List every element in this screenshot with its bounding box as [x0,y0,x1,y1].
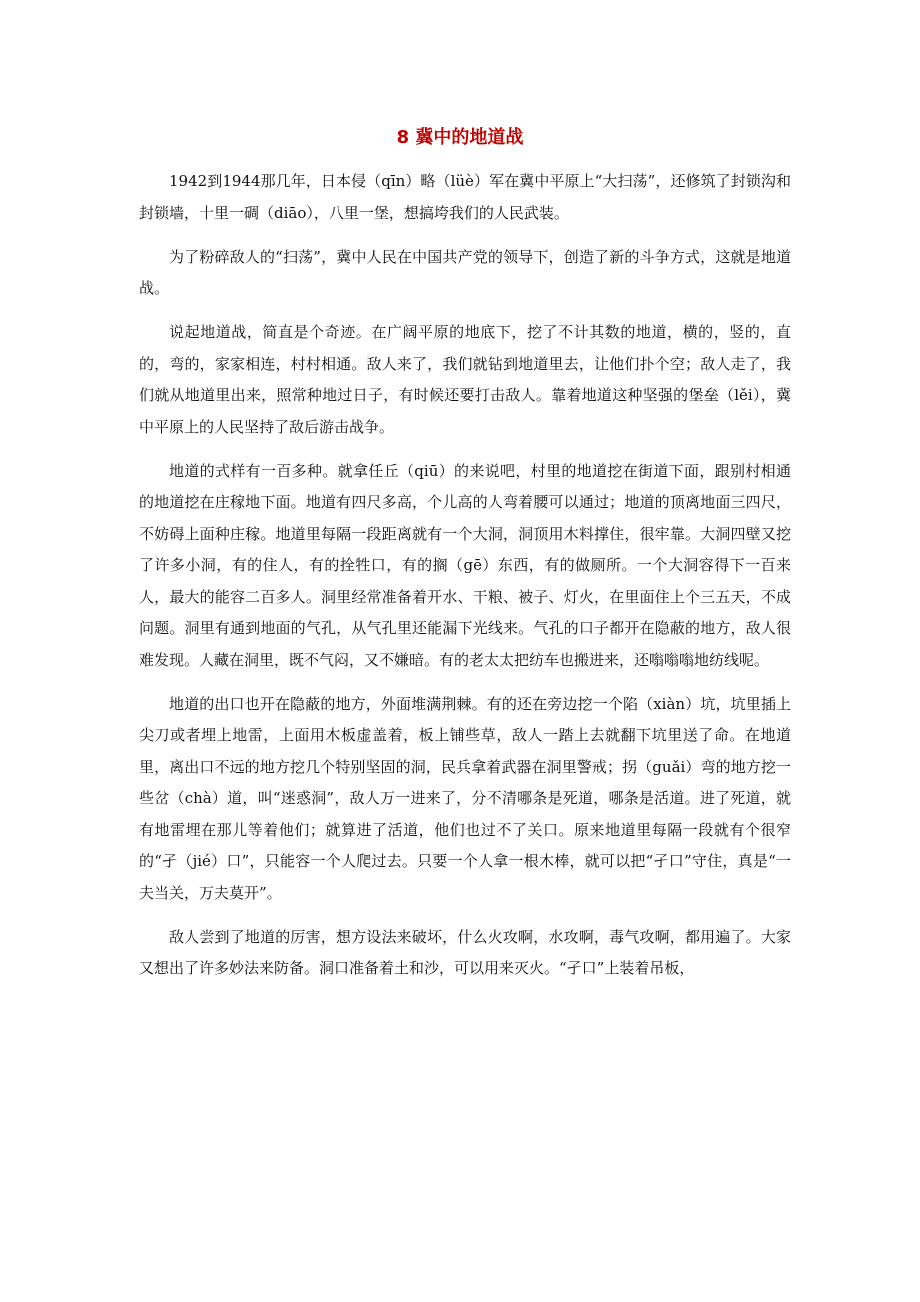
paragraph: 地道的出口也开在隐蔽的地方，外面堆满荆棘。有的还在旁边挖一个陷（xiàn）坑，坑里插上尖刀或者埋上地雷，上面用木板虚盖着，板上铺些草，敌人一踏上去就翻下坑里送了命。在地道里，离出口不远的地方挖几个特别坚固的洞，民兵拿着武器在洞里警戒；拐（guǎi）弯的地方挖一些岔（chà）道，叫“迷惑洞”，敌人万一进来了，分不清哪条是死道，哪条是活道。进了死道，就有地雷埋在那儿等着他们；就算进了活道，他们也过不了关口。原来地道里每隔一段就有个很窄的“孑（jié）口”，只能容一个人爬过去。只要一个人拿一根木棒，就可以把“孑口”守住，真是“一夫当关，万夫莫开”。 [139,694,791,902]
article-body [139,166,791,997]
paragraph: 为了粉碎敌人的“扫荡”，冀中人民在中国共产党的领导下，创造了新的斗争方式，这就是地道战。 [139,247,791,297]
paragraph: 地道的式样有一百多种。就拿任丘（qiū）的来说吧，村里的地道挖在街道下面，跟别村相通的地道挖在庄稼地下面。地道有四尺多高，个儿高的人弯着腰可以通过；地道的顶离地面三四尺，不妨碍上面种庄稼。地道里每隔一段距离就有一个大洞，洞顶用木料撑住，很牢靠。大洞四壁又挖了许多小洞，有的住人，有的拴牲口，有的搁（gē）东西，有的做厕所。一个大洞容得下一百来人，最大的能容二百多人。洞里经常准备着开水、干粮、被子、灯火，在里面住上个三五天，不成问题。洞里有通到地面的气孔，从气孔里还能漏下光线来。气孔的口子都开在隐蔽的地方，敌人很难发现。人藏在洞里，既不气闷，又不嫌暗。有的老太太把纺车也搬进来，还嗡嗡嗡地纺线呢。 [139,461,791,669]
paragraph: 1942到1944那几年，日本侵（qīn）略（lüè）军在冀中平原上“大扫荡”，还修筑了封锁沟和封锁墙，十里一碉（diāo），八里一堡，想搞垮我们的人民武装。 [139,172,791,222]
paragraph: 敌人尝到了地道的厉害，想方设法来破坏，什么火攻啊，水攻啊，毒气攻啊，都用遍了。大家又想出了许多妙法来防备。洞口准备着土和沙，可以用来灭火。“孑口”上装着吊板， [139,927,791,977]
lesson-title: 8 冀中的地道战 [396,127,524,148]
paragraph: 说起地道战，简直是个奇迹。在广阔平原的地底下，挖了不计其数的地道，横的，竖的，直的，弯的，家家相连，村村相通。敌人来了，我们就钻到地道里去，让他们扑个空；敌人走了，我们就从地道里出来，照常种地过日子，有时候还要打击敌人。靠着地道这种坚强的堡垒（lěi），冀中平原上的人民坚持了敌后游击战争。 [139,323,791,436]
